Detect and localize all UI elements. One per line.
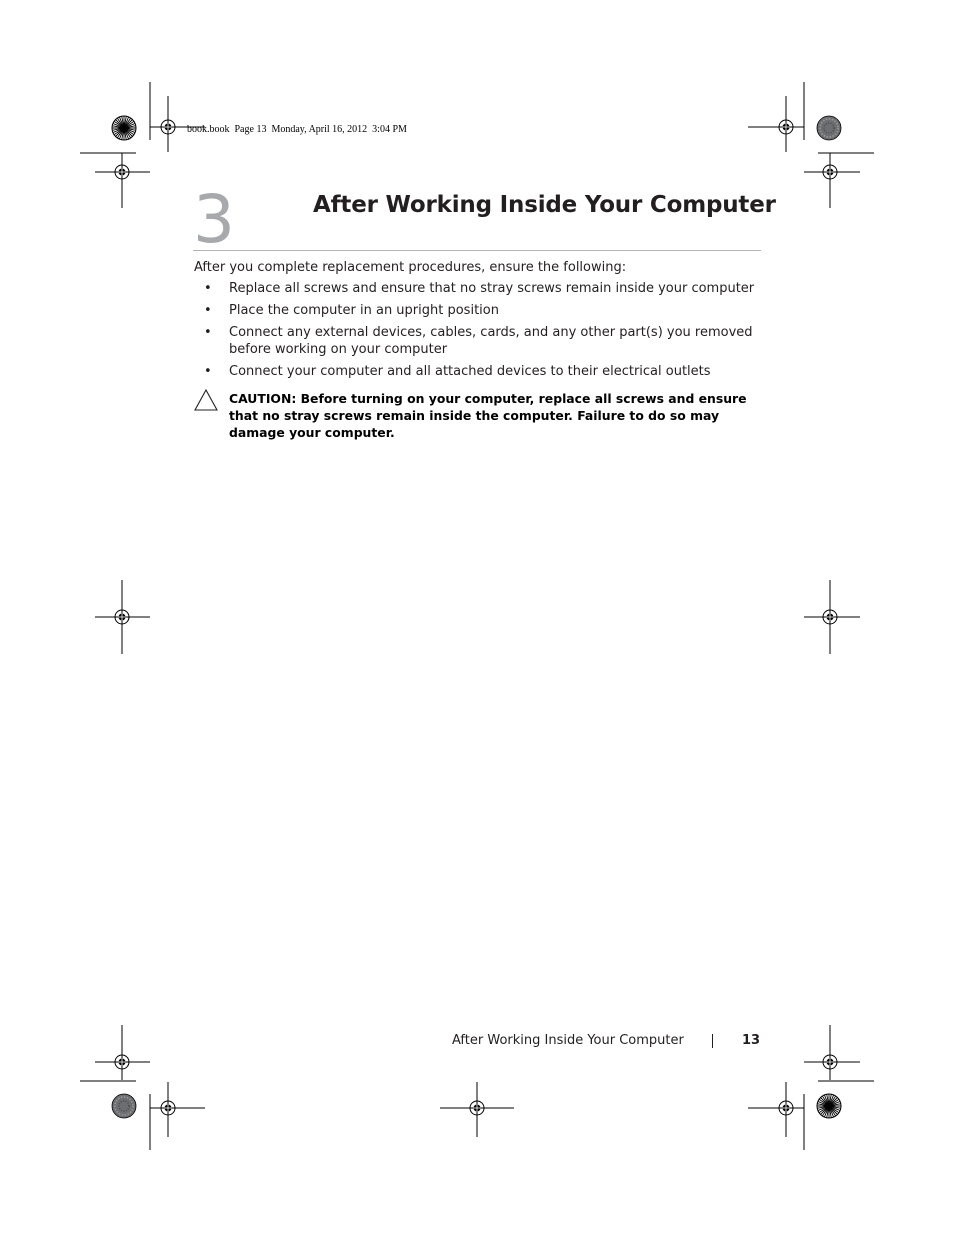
caution-text: CAUTION: Before turning on your computer, replace all screws and ensure that no stray screws remain inside the computer. Failure to do so may damage your computer.: [229, 391, 747, 440]
list-item-text: Connect your computer and all attached devices to their electrical outlets: [229, 364, 711, 379]
bullet-icon: •: [204, 325, 212, 340]
list-item-text: Replace all screws and ensure that no stray screws remain inside your computer: [229, 281, 755, 296]
chapter-number: 3: [193, 181, 235, 258]
list-item: [194, 280, 760, 297]
bullet-icon: •: [204, 303, 212, 318]
list-item: [194, 324, 760, 358]
footer-separator: [712, 1034, 713, 1048]
chapter-title: After Working Inside Your Computer: [313, 192, 776, 218]
list-item-text: Connect any external devices, cables, cards, and any other part(s) you removed before working on your computer: [229, 325, 753, 357]
list-item: [194, 302, 760, 319]
page-number: 13: [742, 1033, 761, 1048]
print-slug: book.book Page 13 Monday, April 16, 2012 3:04 PM: [187, 124, 407, 135]
footer-chapter-title: After Working Inside Your Computer: [452, 1033, 684, 1048]
instruction-list: [194, 280, 760, 385]
bullet-icon: •: [204, 281, 212, 296]
list-item-text: Place the computer in an upright position: [229, 303, 499, 318]
caution-triangle-icon: [194, 389, 218, 411]
intro-paragraph: After you complete replacement procedures, ensure the following:: [194, 260, 627, 275]
title-divider: [193, 250, 761, 251]
bullet-icon: •: [204, 364, 212, 379]
list-item: [194, 363, 760, 380]
